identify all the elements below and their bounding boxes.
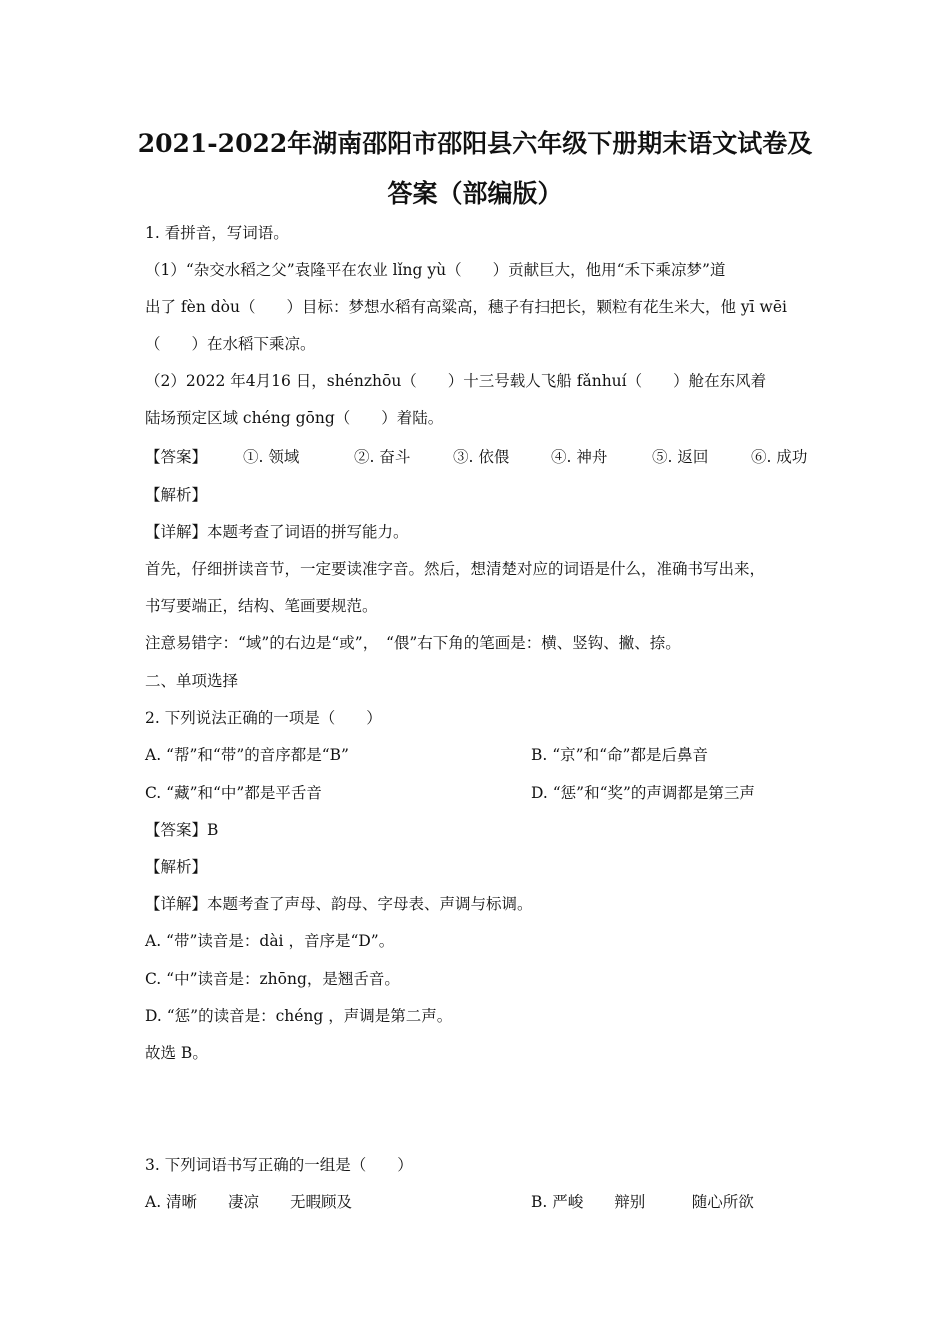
- question-2-stem: 2. 下列说法正确的一项是（ ）: [145, 709, 382, 727]
- document-title-line2: 答案（部编版）: [387, 179, 563, 208]
- question-1-explain-line2: 书写要端正，结构、笔画要规范。: [145, 597, 378, 615]
- answer-item: ③. 依偎: [453, 448, 510, 466]
- question-2-option-b: B. “京”和“命”都是后鼻音: [531, 746, 708, 764]
- question-1-note: 注意易错字：“域”的右边是“或”， “偎”右下角的笔画是：横、竖钩、撇、捺。: [145, 634, 681, 652]
- question-1-part1-line1: （1）“杂交水稻之父”袁隆平在农业 lǐng yù（ ）贡献巨大，他用“禾下乘凉梦”道: [145, 261, 726, 279]
- section-2-heading: 二、单项选择: [145, 672, 239, 690]
- answer-item: ⑥. 成功: [751, 448, 808, 466]
- question-2-analysis-label: 【解析】: [145, 858, 208, 876]
- question-1-part2-line1: （2）2022 年4月16 日，shénzhōu（ ）十三号载人飞船 fǎnhuí（ ）舱在东风着: [145, 372, 767, 390]
- answer-item: ⑤. 返回: [652, 448, 709, 466]
- question-3-stem: 3. 下列词语书写正确的一组是（ ）: [145, 1156, 413, 1174]
- question-1-analysis-label: 【解析】: [145, 486, 208, 504]
- answer-item: ④. 神舟: [551, 448, 608, 466]
- question-2-explain-a: A. “带”读音是：dài ，音序是“D”。: [145, 932, 395, 950]
- question-2-option-a: A. “帮”和“带”的音序都是“B”: [145, 746, 349, 764]
- question-1-part1-line3: （ ）在水稻下乘凉。: [145, 335, 316, 353]
- question-2-explain-c: C. “中”读音是：zhōng，是翘舌音。: [145, 970, 400, 988]
- question-2-option-c: C. “藏”和“中”都是平舌音: [145, 784, 322, 802]
- question-3-option-a: A. 清晰 凄凉 无暇顾及: [145, 1193, 353, 1211]
- question-2-detail: 【详解】本题考查了声母、韵母、字母表、声调与标调。: [145, 895, 533, 913]
- answer-item: ①. 领域: [243, 448, 300, 466]
- question-2-option-d: D. “惩”和“奖”的声调都是第三声: [531, 784, 755, 802]
- answer-label: 【答案】: [145, 448, 208, 466]
- question-1-explain-line1: 首先，仔细拼读音节，一定要读准字音。然后，想清楚对应的词语是什么，准确书写出来，: [145, 560, 766, 578]
- question-2-explain-d: D. “惩”的读音是：chéng ，声调是第二声。: [145, 1007, 453, 1025]
- question-1-heading: 1. 看拼音，写词语。: [145, 224, 289, 242]
- answer-item: ②. 奋斗: [354, 448, 411, 466]
- question-2-conclusion: 故选 B。: [145, 1044, 208, 1062]
- question-3-option-b: B. 严峻 辩别 随心所欲: [531, 1193, 754, 1211]
- document-title-line1: 2021-2022年湖南邵阳市邵阳县六年级下册期末语文试卷及: [137, 129, 813, 158]
- question-1-detail: 【详解】本题考查了词语的拼写能力。: [145, 523, 409, 541]
- question-1-part2-line2: 陆场预定区域 chéng gōng（ ）着陆。: [145, 409, 444, 427]
- question-2-answer: 【答案】B: [145, 821, 219, 839]
- question-1-part1-line2: 出了 fèn dòu（ ）目标：梦想水稻有高粱高，穗子有扫把长，颗粒有花生米大，他 yī wēi: [145, 298, 787, 316]
- question-1-answers: [145, 446, 825, 468]
